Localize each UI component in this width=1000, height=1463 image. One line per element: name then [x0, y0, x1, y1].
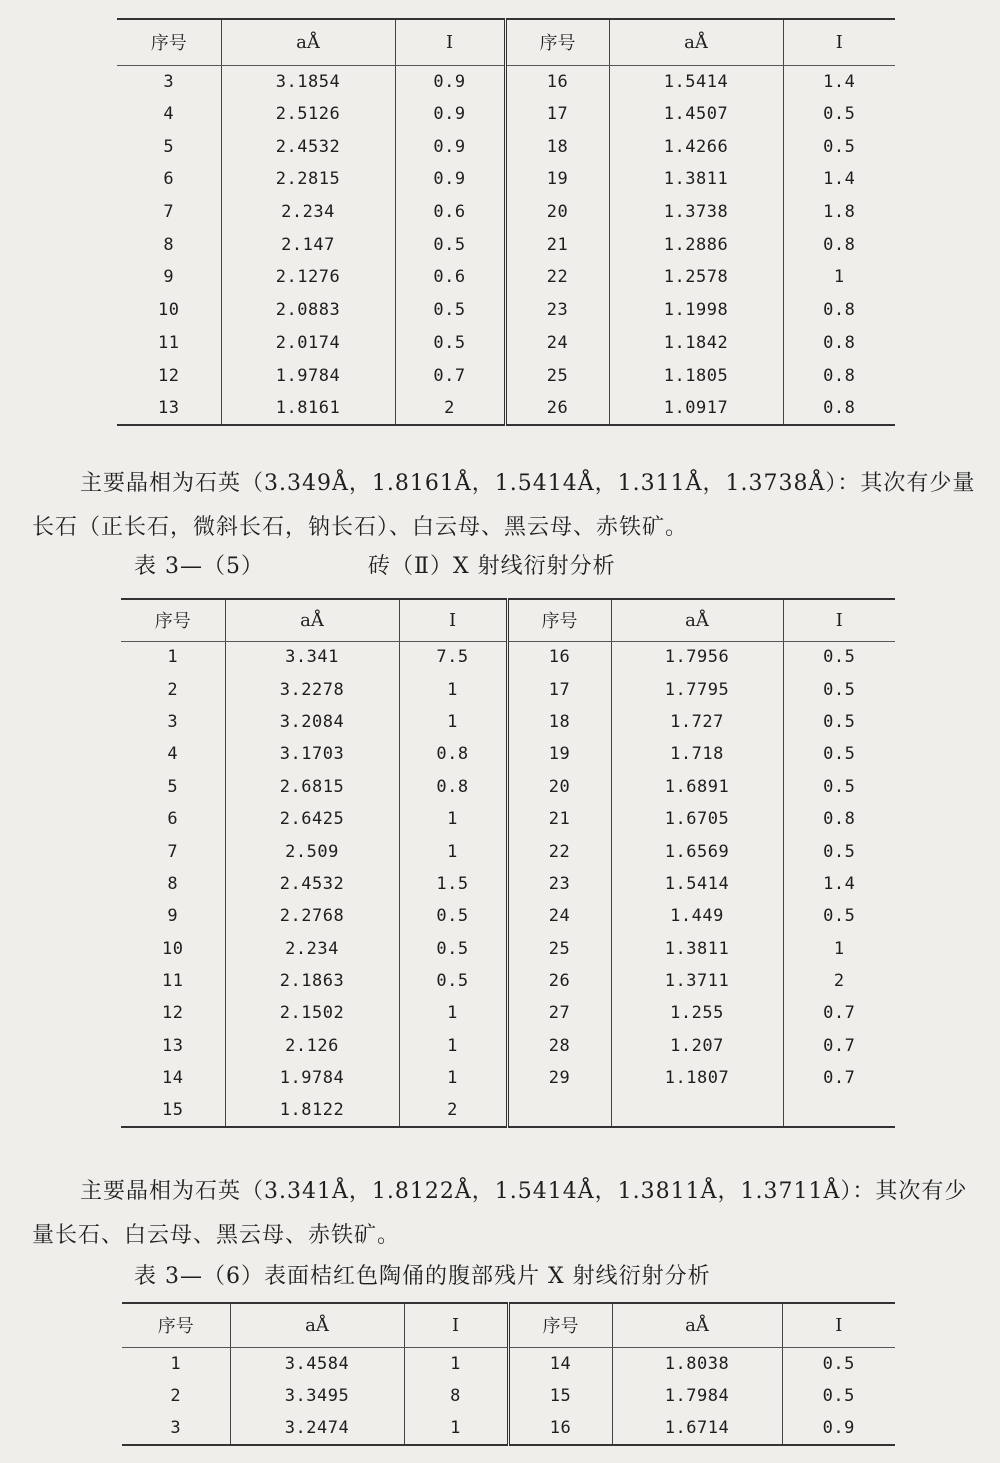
intensity-cell: 0.8 — [399, 738, 507, 770]
index-cell: 20 — [507, 771, 611, 803]
d-spacing-cell: 1.5414 — [609, 65, 783, 98]
index-cell: 24 — [507, 900, 611, 932]
index-cell: 1 — [167, 647, 179, 668]
d-spacing-cell: 2.509 — [225, 835, 399, 867]
index-cell: 20 — [505, 196, 609, 229]
index-cell: 12 — [158, 365, 180, 386]
d-spacing-cell: 1.6714 — [612, 1412, 782, 1445]
table-2-caption — [134, 552, 616, 582]
intensity-cell: 0.7 — [783, 1062, 895, 1094]
d-spacing-cell: 1.0917 — [609, 392, 783, 425]
intensity-cell: 0.8 — [783, 392, 895, 425]
index-cell: 4 — [167, 744, 179, 765]
table-row — [121, 1094, 895, 1126]
intensity-cell: 0.8 — [783, 294, 895, 327]
intensity-cell: 0.9 — [395, 98, 505, 131]
intensity-cell: 1.4 — [783, 65, 895, 98]
index-cell: 25 — [505, 359, 609, 392]
d-spacing-cell: 2.1276 — [221, 261, 395, 294]
d-spacing-cell: 2.4532 — [221, 130, 395, 163]
index-cell: 21 — [505, 228, 609, 261]
intensity-cell: 0.5 — [783, 130, 895, 163]
intensity-cell: 0.5 — [783, 706, 895, 738]
table-2-caption-title: 砖（Ⅱ）X 射线衍射分析 — [368, 554, 616, 579]
intensity-cell: 0.9 — [395, 130, 505, 163]
index-cell: 13 — [162, 1035, 184, 1056]
table-row — [122, 1347, 895, 1380]
index-cell: 14 — [508, 1347, 612, 1380]
intensity-cell: 0.6 — [395, 261, 505, 294]
d-spacing-cell: 1.7956 — [611, 641, 783, 673]
d-spacing-cell: 1.1842 — [609, 327, 783, 360]
col-header-index: 序号 — [507, 599, 611, 641]
intensity-cell: 0.8 — [399, 771, 507, 803]
d-spacing-cell: 1.7795 — [611, 673, 783, 705]
table-row — [121, 738, 895, 770]
table-row — [117, 261, 895, 294]
d-spacing-cell: 3.1854 — [221, 65, 395, 98]
d-spacing-cell: 1.8122 — [225, 1094, 399, 1126]
col-header-intensity: I — [404, 1303, 508, 1347]
index-cell: 5 — [163, 136, 175, 157]
table-row — [121, 1062, 895, 1094]
table-row — [117, 196, 895, 229]
index-cell: 18 — [505, 130, 609, 163]
intensity-cell: 8 — [404, 1380, 508, 1413]
index-cell: 19 — [505, 163, 609, 196]
index-cell: 17 — [505, 98, 609, 131]
col-header-intensity: I — [395, 19, 505, 65]
intensity-cell: 0.5 — [399, 900, 507, 932]
intensity-cell: 1.4 — [783, 163, 895, 196]
index-cell: 24 — [505, 327, 609, 360]
index-cell: 10 — [162, 938, 184, 959]
d-spacing-cell: 2.2768 — [225, 900, 399, 932]
intensity-cell: 1 — [399, 673, 507, 705]
table-2-caption-number: 表 3—（5） — [134, 554, 264, 579]
intensity-cell: 7.5 — [399, 641, 507, 673]
intensity-cell: 0.5 — [783, 771, 895, 803]
col-header-intensity: I — [783, 19, 895, 65]
d-spacing-cell: 3.3495 — [230, 1380, 404, 1413]
intensity-cell: 2 — [399, 1094, 507, 1126]
d-spacing-cell: 2.0174 — [221, 327, 395, 360]
d-spacing-cell: 1.4507 — [609, 98, 783, 131]
table-row — [121, 706, 895, 738]
intensity-cell: 0.9 — [395, 65, 505, 98]
index-cell: 5 — [167, 776, 179, 797]
index-cell: 2 — [170, 1385, 182, 1406]
intensity-cell: 1 — [783, 261, 895, 294]
table-row — [117, 130, 895, 163]
d-spacing-cell: 1.2886 — [609, 228, 783, 261]
diffraction-table-1 — [117, 18, 895, 426]
intensity-cell: 0.5 — [783, 98, 895, 131]
index-cell: 18 — [507, 706, 611, 738]
index-cell: 15 — [508, 1380, 612, 1413]
diffraction-table-3 — [122, 1302, 895, 1446]
table-row — [121, 835, 895, 867]
index-cell: 22 — [505, 261, 609, 294]
intensity-cell: 1.5 — [399, 868, 507, 900]
d-spacing-cell: 1.4266 — [609, 130, 783, 163]
d-spacing-cell: 2.0883 — [221, 294, 395, 327]
intensity-cell: 0.7 — [783, 997, 895, 1029]
table-row — [117, 163, 895, 196]
d-spacing-cell: 2.6815 — [225, 771, 399, 803]
intensity-cell: 1 — [399, 835, 507, 867]
d-spacing-cell: 1.6705 — [611, 803, 783, 835]
index-cell: 8 — [167, 873, 179, 894]
d-spacing-cell: 1.727 — [611, 706, 783, 738]
intensity-cell: 1 — [399, 997, 507, 1029]
col-header-intensity: I — [782, 1303, 895, 1347]
d-spacing-cell: 1.7984 — [612, 1380, 782, 1413]
d-spacing-cell: 1.2578 — [609, 261, 783, 294]
d-spacing-cell: 1.1805 — [609, 359, 783, 392]
col-header-d-spacing: aÅ — [611, 599, 783, 641]
index-cell: 3 — [163, 71, 175, 92]
index-cell: 15 — [162, 1100, 184, 1121]
intensity-cell: 1.4 — [783, 868, 895, 900]
d-spacing-cell: 1.9784 — [225, 1062, 399, 1094]
index-cell: 16 — [507, 641, 611, 673]
index-cell: 2 — [167, 679, 179, 700]
table-header-row — [122, 1303, 895, 1347]
d-spacing-cell: 1.255 — [611, 997, 783, 1029]
intensity-cell: 0.5 — [395, 228, 505, 261]
d-spacing-cell: 3.1703 — [225, 738, 399, 770]
intensity-cell: 0.5 — [783, 673, 895, 705]
d-spacing-cell: 2.2815 — [221, 163, 395, 196]
intensity-cell: 0.5 — [783, 900, 895, 932]
table-row — [121, 868, 895, 900]
index-cell: 6 — [167, 809, 179, 830]
index-cell: 16 — [505, 65, 609, 98]
index-cell: 13 — [158, 397, 180, 418]
intensity-cell: 0.8 — [783, 327, 895, 360]
intensity-cell: 2 — [783, 965, 895, 997]
intensity-cell: 1 — [783, 933, 895, 965]
intensity-cell: 0.7 — [395, 359, 505, 392]
index-cell: 25 — [507, 933, 611, 965]
table-row — [121, 900, 895, 932]
d-spacing-cell: 3.341 — [225, 641, 399, 673]
table-row — [122, 1380, 895, 1413]
index-cell: 23 — [505, 294, 609, 327]
index-cell: 12 — [162, 1003, 184, 1024]
col-header-intensity: I — [399, 599, 507, 641]
d-spacing-cell: 1.6891 — [611, 771, 783, 803]
intensity-cell: 1 — [399, 1030, 507, 1062]
d-spacing-cell — [611, 1094, 783, 1126]
index-cell: 7 — [167, 841, 179, 862]
index-cell: 26 — [505, 392, 609, 425]
table-row — [117, 65, 895, 98]
index-cell: 27 — [507, 997, 611, 1029]
d-spacing-cell: 3.2474 — [230, 1412, 404, 1445]
col-header-index: 序号 — [121, 599, 225, 641]
intensity-cell: 1 — [399, 706, 507, 738]
col-header-intensity: I — [783, 599, 895, 641]
intensity-cell: 0.5 — [782, 1347, 895, 1380]
table-row — [121, 1030, 895, 1062]
table-row — [121, 641, 895, 673]
table-row — [122, 1412, 895, 1445]
index-cell: 6 — [163, 169, 175, 190]
table-row — [121, 997, 895, 1029]
col-header-index: 序号 — [505, 19, 609, 65]
intensity-cell: 0.9 — [782, 1412, 895, 1445]
d-spacing-cell: 2.5126 — [221, 98, 395, 131]
col-header-d-spacing: aÅ — [230, 1303, 404, 1347]
index-cell: 3 — [170, 1417, 182, 1438]
index-cell: 14 — [162, 1068, 184, 1089]
col-header-index: 序号 — [122, 1303, 230, 1347]
intensity-cell: 0.5 — [395, 294, 505, 327]
d-spacing-cell: 1.207 — [611, 1030, 783, 1062]
intensity-cell: 1 — [404, 1347, 508, 1380]
index-cell: 16 — [508, 1412, 612, 1445]
index-cell: 7 — [163, 202, 175, 223]
intensity-cell: 0.9 — [395, 163, 505, 196]
intensity-cell: 0.5 — [399, 933, 507, 965]
table-3-caption: 表 3—（6）表面桔红色陶俑的腹部残片 X 射线衍射分析 — [134, 1264, 711, 1289]
d-spacing-cell: 2.234 — [225, 933, 399, 965]
index-cell: 11 — [162, 971, 184, 992]
index-cell: 9 — [167, 906, 179, 927]
d-spacing-cell: 1.9784 — [221, 359, 395, 392]
d-spacing-cell: 1.8038 — [612, 1347, 782, 1380]
d-spacing-cell: 2.1863 — [225, 965, 399, 997]
index-cell: 11 — [158, 332, 180, 353]
table-row — [121, 771, 895, 803]
intensity-cell: 0.7 — [783, 1030, 895, 1062]
intensity-cell: 1.8 — [783, 196, 895, 229]
table-row — [117, 98, 895, 131]
d-spacing-cell: 1.449 — [611, 900, 783, 932]
intensity-cell: 0.5 — [399, 965, 507, 997]
col-header-d-spacing: aÅ — [221, 19, 395, 65]
index-cell: 17 — [507, 673, 611, 705]
index-cell: 26 — [507, 965, 611, 997]
index-cell: 8 — [163, 234, 175, 255]
table-row — [121, 933, 895, 965]
intensity-cell: 1 — [399, 1062, 507, 1094]
d-spacing-cell: 1.3738 — [609, 196, 783, 229]
index-cell: 29 — [507, 1062, 611, 1094]
d-spacing-cell: 1.3711 — [611, 965, 783, 997]
intensity-cell: 0.5 — [783, 641, 895, 673]
d-spacing-cell: 1.5414 — [611, 868, 783, 900]
index-cell: 22 — [507, 835, 611, 867]
d-spacing-cell: 1.8161 — [221, 392, 395, 425]
d-spacing-cell: 1.718 — [611, 738, 783, 770]
diffraction-table-2 — [121, 598, 895, 1128]
d-spacing-cell: 2.147 — [221, 228, 395, 261]
d-spacing-cell: 2.1502 — [225, 997, 399, 1029]
d-spacing-cell: 1.3811 — [611, 933, 783, 965]
table-header-row — [121, 599, 895, 641]
table-row — [117, 294, 895, 327]
d-spacing-cell: 1.3811 — [609, 163, 783, 196]
index-cell: 23 — [507, 868, 611, 900]
d-spacing-cell: 2.4532 — [225, 868, 399, 900]
paragraph-2: 主要晶相为石英（3.341Å，1.8122Å，1.5414Å，1.3811Å，1.3711Å）：其次有少量长石、白云母、黑云母、赤铁矿。 — [32, 1179, 968, 1248]
table-row — [121, 673, 895, 705]
intensity-cell: 0.8 — [783, 803, 895, 835]
index-cell: 4 — [163, 104, 175, 125]
d-spacing-cell: 1.1807 — [611, 1062, 783, 1094]
col-header-d-spacing: aÅ — [612, 1303, 782, 1347]
intensity-cell: 2 — [395, 392, 505, 425]
intensity-cell: 0.8 — [783, 228, 895, 261]
index-cell: 19 — [507, 738, 611, 770]
d-spacing-cell: 3.2278 — [225, 673, 399, 705]
d-spacing-cell: 3.4584 — [230, 1347, 404, 1380]
d-spacing-cell: 1.6569 — [611, 835, 783, 867]
col-header-d-spacing: aÅ — [609, 19, 783, 65]
intensity-cell: 1 — [404, 1412, 508, 1445]
col-header-index: 序号 — [508, 1303, 612, 1347]
table-header-row — [117, 19, 895, 65]
intensity-cell: 0.8 — [783, 359, 895, 392]
col-header-index: 序号 — [117, 19, 221, 65]
d-spacing-cell: 1.1998 — [609, 294, 783, 327]
table-row — [121, 803, 895, 835]
table-row — [121, 965, 895, 997]
index-cell: 10 — [158, 300, 180, 321]
table-row — [117, 392, 895, 425]
intensity-cell: 0.5 — [783, 738, 895, 770]
table-row — [117, 228, 895, 261]
index-cell: 3 — [167, 711, 179, 732]
index-cell: 28 — [507, 1030, 611, 1062]
index-cell: 1 — [170, 1353, 182, 1374]
intensity-cell: 0.5 — [395, 327, 505, 360]
d-spacing-cell: 2.126 — [225, 1030, 399, 1062]
intensity-cell: 1 — [399, 803, 507, 835]
intensity-cell: 0.6 — [395, 196, 505, 229]
paragraph-1: 主要晶相为石英（3.349Å，1.8161Å，1.5414Å，1.311Å，1.3738Å）：其次有少量长石（正长石，微斜长石，钠长石）、白云母、黑云母、赤铁矿。 — [32, 471, 976, 540]
d-spacing-cell: 3.2084 — [225, 706, 399, 738]
index-cell: 9 — [163, 267, 175, 288]
d-spacing-cell: 2.234 — [221, 196, 395, 229]
index-cell — [507, 1094, 611, 1126]
d-spacing-cell: 2.6425 — [225, 803, 399, 835]
table-row — [117, 327, 895, 360]
intensity-cell: 0.5 — [783, 835, 895, 867]
table-row — [117, 359, 895, 392]
col-header-d-spacing: aÅ — [225, 599, 399, 641]
intensity-cell: 0.5 — [782, 1380, 895, 1413]
index-cell: 21 — [507, 803, 611, 835]
intensity-cell — [783, 1094, 895, 1126]
